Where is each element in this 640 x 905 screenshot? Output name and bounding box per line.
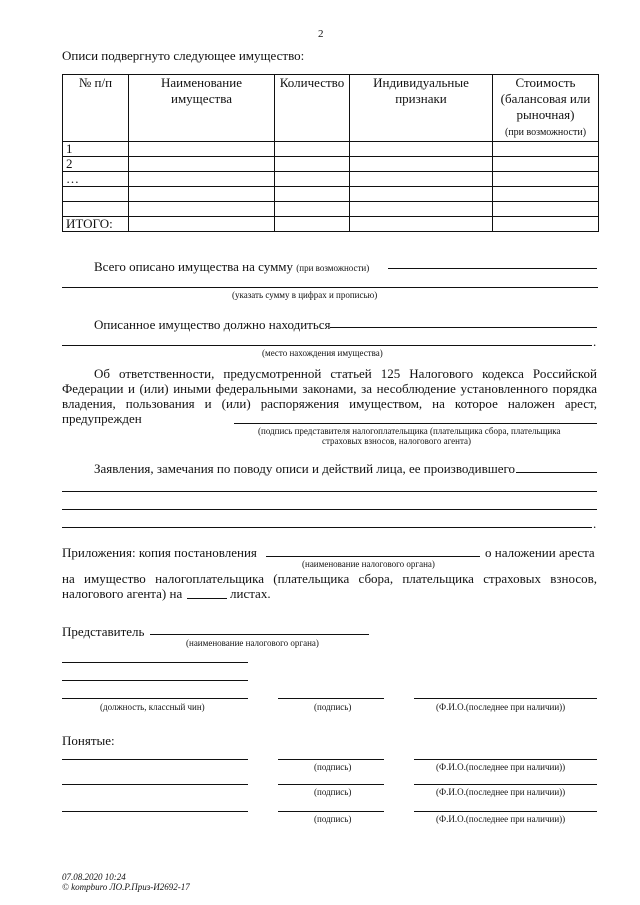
location-field-2[interactable]: [62, 345, 592, 346]
taxpayer-signature-field[interactable]: [234, 423, 597, 424]
footer-source: © kompburo ЛО.Р.Приз-И2692-17: [62, 882, 190, 892]
representative-position-caption: (должность, классный чин): [100, 702, 205, 712]
statements-field-4[interactable]: [62, 527, 592, 528]
total-sum-note: (при возможности): [296, 263, 370, 273]
witness3-signature-field[interactable]: [278, 811, 384, 812]
representative-signature-field[interactable]: [278, 698, 384, 699]
table-row-total: [63, 217, 599, 232]
responsibility-line4: предупрежден: [62, 411, 142, 426]
attachments-line3a: налогового агента) на: [62, 586, 183, 601]
taxpayer-signature-caption1: (подпись представителя налогоплательщика (плательщика сбора, плательщика: [258, 426, 561, 436]
representative-label: Представитель: [62, 624, 145, 639]
table-row: [63, 157, 599, 172]
responsibility-line1: Об ответственности, предусмотренной статьей 125 Налогового кодекса Российской: [94, 366, 597, 381]
footer-date: 07.08.2020 10:24: [62, 872, 126, 882]
header-features: Индивидуальные признаки: [350, 75, 493, 142]
total-sum-label: Всего описано имущества на сумму (при возможности): [94, 259, 370, 274]
header-cost-note: (при возможности): [504, 127, 587, 138]
table-header-row: [63, 75, 599, 142]
row-num: …: [63, 172, 129, 187]
representative-authority-field[interactable]: [150, 634, 369, 635]
attachments-label: Приложения: копия постановления: [62, 545, 257, 560]
row-num: [63, 187, 129, 202]
witness2-name-caption: (Ф.И.О.(последнее при наличии)): [436, 787, 566, 797]
header-num: № п/п: [63, 75, 129, 142]
total-sum-field[interactable]: [388, 268, 597, 269]
witness2-position-field[interactable]: [62, 784, 248, 785]
total-sum-caption: (указать сумму в цифрах и прописью): [232, 290, 378, 300]
witness3-name-field[interactable]: [414, 811, 597, 812]
attachments-line2: на имущество налогоплательщика (плательщика сбора, плательщика страховых взносов,: [62, 571, 597, 586]
row-num: [63, 202, 129, 217]
header-cost-main: Стоимость (балансовая или рыночная): [500, 75, 591, 122]
witness2-signature-caption: (подпись): [314, 787, 352, 797]
taxpayer-signature-caption2: страховых взносов, налогового агента): [322, 436, 471, 446]
table-row: [63, 142, 599, 157]
row-total-label: ИТОГО:: [63, 217, 129, 232]
witness1-name-field[interactable]: [414, 759, 597, 760]
witness1-signature-caption: (подпись): [314, 762, 352, 772]
attachments-suffix: о наложении ареста: [485, 545, 595, 560]
header-qty: Количество: [275, 75, 350, 142]
location-field[interactable]: [330, 327, 597, 328]
property-table: [62, 74, 599, 232]
responsibility-line3: владения, пользования и (или) распоряжения имуществом, на которое наложен арест,: [62, 396, 597, 411]
witnesses-label: Понятые:: [62, 733, 115, 748]
page-number: 2: [318, 28, 324, 40]
statements-label: Заявления, замечания по поводу описи и действий лица, ее производившего: [94, 461, 515, 476]
row-num: 1: [63, 142, 129, 157]
header-cost: [493, 75, 599, 142]
location-caption: (место нахождения имущества): [262, 348, 383, 358]
representative-signature-caption: (подпись): [314, 702, 352, 712]
representative-position-field-3[interactable]: [62, 698, 248, 699]
responsibility-line2: Федерации и (или) иными федеральными законами, за несоблюдение установленного порядка: [62, 381, 597, 396]
witness2-signature-field[interactable]: [278, 784, 384, 785]
statements-field-3[interactable]: [62, 509, 597, 510]
sheets-count-field[interactable]: [187, 598, 227, 599]
total-sum-words-field[interactable]: [62, 287, 598, 288]
row-num: 2: [63, 157, 129, 172]
table-row: [63, 187, 599, 202]
intro-text: Описи подвергнуто следующее имущество:: [62, 48, 305, 63]
representative-name-caption: (Ф.И.О.(последнее при наличии)): [436, 702, 566, 712]
statements-field-1[interactable]: [516, 472, 597, 473]
table-row: [63, 202, 599, 217]
representative-name-field[interactable]: [414, 698, 597, 699]
table-row: [63, 172, 599, 187]
representative-caption: (наименование налогового органа): [186, 638, 319, 648]
location-label: Описанное имущество должно находиться: [94, 317, 331, 332]
witness3-name-caption: (Ф.И.О.(последнее при наличии)): [436, 814, 566, 824]
representative-position-field-1[interactable]: [62, 662, 248, 663]
header-name: Наименование имущества: [129, 75, 275, 142]
attachments-line3b: листах.: [230, 586, 271, 601]
representative-position-field-2[interactable]: [62, 680, 248, 681]
witness2-name-field[interactable]: [414, 784, 597, 785]
statements-field-2[interactable]: [62, 491, 597, 492]
witness1-signature-field[interactable]: [278, 759, 384, 760]
witness3-signature-caption: (подпись): [314, 814, 352, 824]
witness3-position-field[interactable]: [62, 811, 248, 812]
witness1-position-field[interactable]: [62, 759, 248, 760]
attachments-caption: (наименование налогового органа): [302, 559, 435, 569]
attachments-authority-field[interactable]: [266, 556, 480, 557]
witness1-name-caption: (Ф.И.О.(последнее при наличии)): [436, 762, 566, 772]
